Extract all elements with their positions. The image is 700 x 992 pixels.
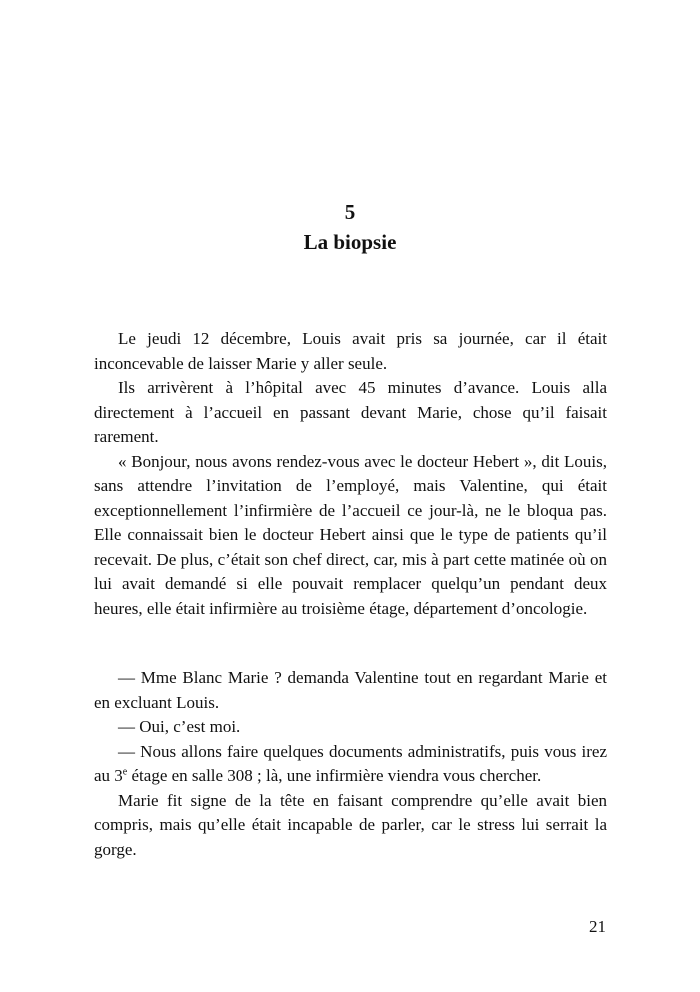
ordinal-superscript: e	[122, 766, 128, 778]
paragraph-final: Marie fit signe de la tête en faisant comprendre qu’elle avait bien compris, mais qu’elle était incapable de parler, car le stress lui serrait la gorge.	[94, 790, 607, 859]
dialogue-paragraph-1: — Mme Blanc Marie ? demanda Valentine tout en regardant Marie et en excluant Louis.	[94, 668, 607, 712]
dialogue-text-before-superscript: — Nous allons faire quelques documents administratifs, puis vous irez au 3	[94, 741, 607, 785]
body-text-section-1	[94, 327, 607, 621]
paragraph-1: Le jeudi 12 décembre, Louis avait pris sa journée, car il était inconcevable de laisser Marie y aller seule.	[94, 329, 607, 373]
dialogue-paragraph-3	[94, 740, 607, 789]
paragraph-2: Ils arrivèrent à l’hôpital avec 45 minutes d’avance. Louis alla directement à l’accueil en passant devant Marie, chose qu’il faisait rarement.	[94, 378, 607, 446]
chapter-title: La biopsie	[303, 230, 397, 254]
paragraph-3: « Bonjour, nous avons rendez-vous avec le docteur Hebert », dit Louis, sans attendre l’invitation de l’employé, mais Valentine, qui était exceptionnellement l’infirmière de l’accueil ce jour-là, ne le bloqua pas. Elle connaissait bien le docteur Hebert ainsi que le type de patients qu’il recevait. De plus, c’était son chef direct, car, mis à part cette matinée où on lui avait demandé si elle pouvait remplacer quelqu’un pendant deux heures, elle était infirmière au troisième étage, département d’oncologie.	[94, 451, 607, 618]
page-number: 21	[589, 917, 606, 936]
chapter-number: 5	[344, 200, 356, 224]
dialogue-text-after-superscript: étage en salle 308 ; là, une infirmière viendra vous chercher.	[127, 766, 542, 785]
dialogue-paragraph-2: — Oui, c’est moi.	[118, 717, 241, 736]
body-text-section-2	[94, 666, 607, 862]
